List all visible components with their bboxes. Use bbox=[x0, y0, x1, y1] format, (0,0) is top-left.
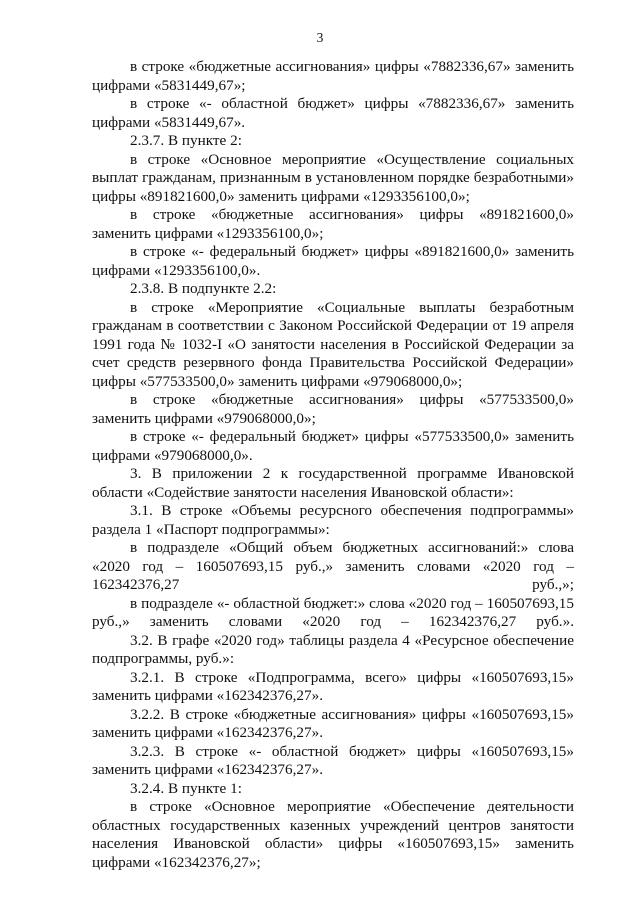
paragraph: 3.1. В строке «Объемы ресурсного обеспечения подпрограммы» раздела 1 «Паспорт подпрограммы»: bbox=[92, 502, 574, 538]
paragraph: в подразделе «- областной бюджет:» слова «2020 год – 160507693,15 руб.,» заменить словами «2020 год – 162342376,27 руб.». bbox=[92, 594, 574, 630]
paragraph: 3.2.4. В пункте 1: bbox=[130, 779, 242, 797]
paragraph: в строке «бюджетные ассигнования» цифры «577533500,0» заменить цифрами «979068000,0»; bbox=[92, 391, 574, 427]
paragraph: 3.2.2. В строке «бюджетные ассигнования» цифры «160507693,15» заменить цифрами «162342376,27». bbox=[92, 705, 574, 741]
paragraph: 3.2. В графе «2020 год» таблицы раздела 4 «Ресурсное обеспечение подпрограммы, руб.»: bbox=[92, 631, 574, 667]
document-body bbox=[92, 58, 574, 872]
paragraph: в строке «- федеральный бюджет» цифры «891821600,0» заменить цифрами «1293356100,0». bbox=[92, 243, 574, 279]
paragraph: в подразделе «Общий объем бюджетных ассигнований:» слова «2020 год – 160507693,15 руб.,» заменить словами «2020 год – 162342376,27 руб.,»; bbox=[92, 539, 574, 593]
paragraph: в строке «Основное мероприятие «Обеспечение деятельности областных государственных казенных учреждений центров занятости населения Ивановской области» цифры «160507693,15» заменить цифрами «162342376,27»; bbox=[92, 798, 574, 871]
paragraph: 3.2.3. В строке «- областной бюджет» цифры «160507693,15» заменить цифрами «162342376,27». bbox=[92, 742, 574, 778]
paragraph: 3.2.1. В строке «Подпрограмма, всего» цифры «160507693,15» заменить цифрами «162342376,27». bbox=[92, 668, 574, 704]
paragraph: 2.3.7. В пункте 2: bbox=[130, 132, 242, 149]
paragraph: 3. В приложении 2 к государственной программе Ивановской области «Содействие занятости населения Ивановской области»: bbox=[92, 465, 574, 501]
paragraph: в строке «Основное мероприятие «Осуществление социальных выплат гражданам, признанным в установленном порядке безработными» цифры «891821600,0» заменить цифрами «1293356100,0»; bbox=[92, 150, 574, 205]
paragraph: в строке «- федеральный бюджет» цифры «577533500,0» заменить цифрами «979068000,0». bbox=[92, 428, 574, 464]
paragraph: в строке «бюджетные ассигнования» цифры «891821600,0» заменить цифрами «1293356100,0»; bbox=[92, 206, 574, 242]
paragraph: в строке «бюджетные ассигнования» цифры «7882336,67» заменить цифрами «5831449,67»; bbox=[92, 58, 574, 94]
page-number: 3 bbox=[316, 30, 324, 45]
paragraph: 2.3.8. В подпункте 2.2: bbox=[130, 280, 277, 297]
paragraph: в строке «- областной бюджет» цифры «7882336,67» заменить цифрами «5831449,67». bbox=[92, 95, 574, 131]
paragraph: в строке «Мероприятие «Социальные выплаты безработным гражданам в соответствии с Законом Российской Федерации от 19 апреля 1991 года № 1032-I «О занятости населения в Российской Федерации за счет средств резервного фонда Правительства Российской Федерации» цифры «577533500,0» заменить цифрами «979068000,0»; bbox=[92, 298, 574, 390]
